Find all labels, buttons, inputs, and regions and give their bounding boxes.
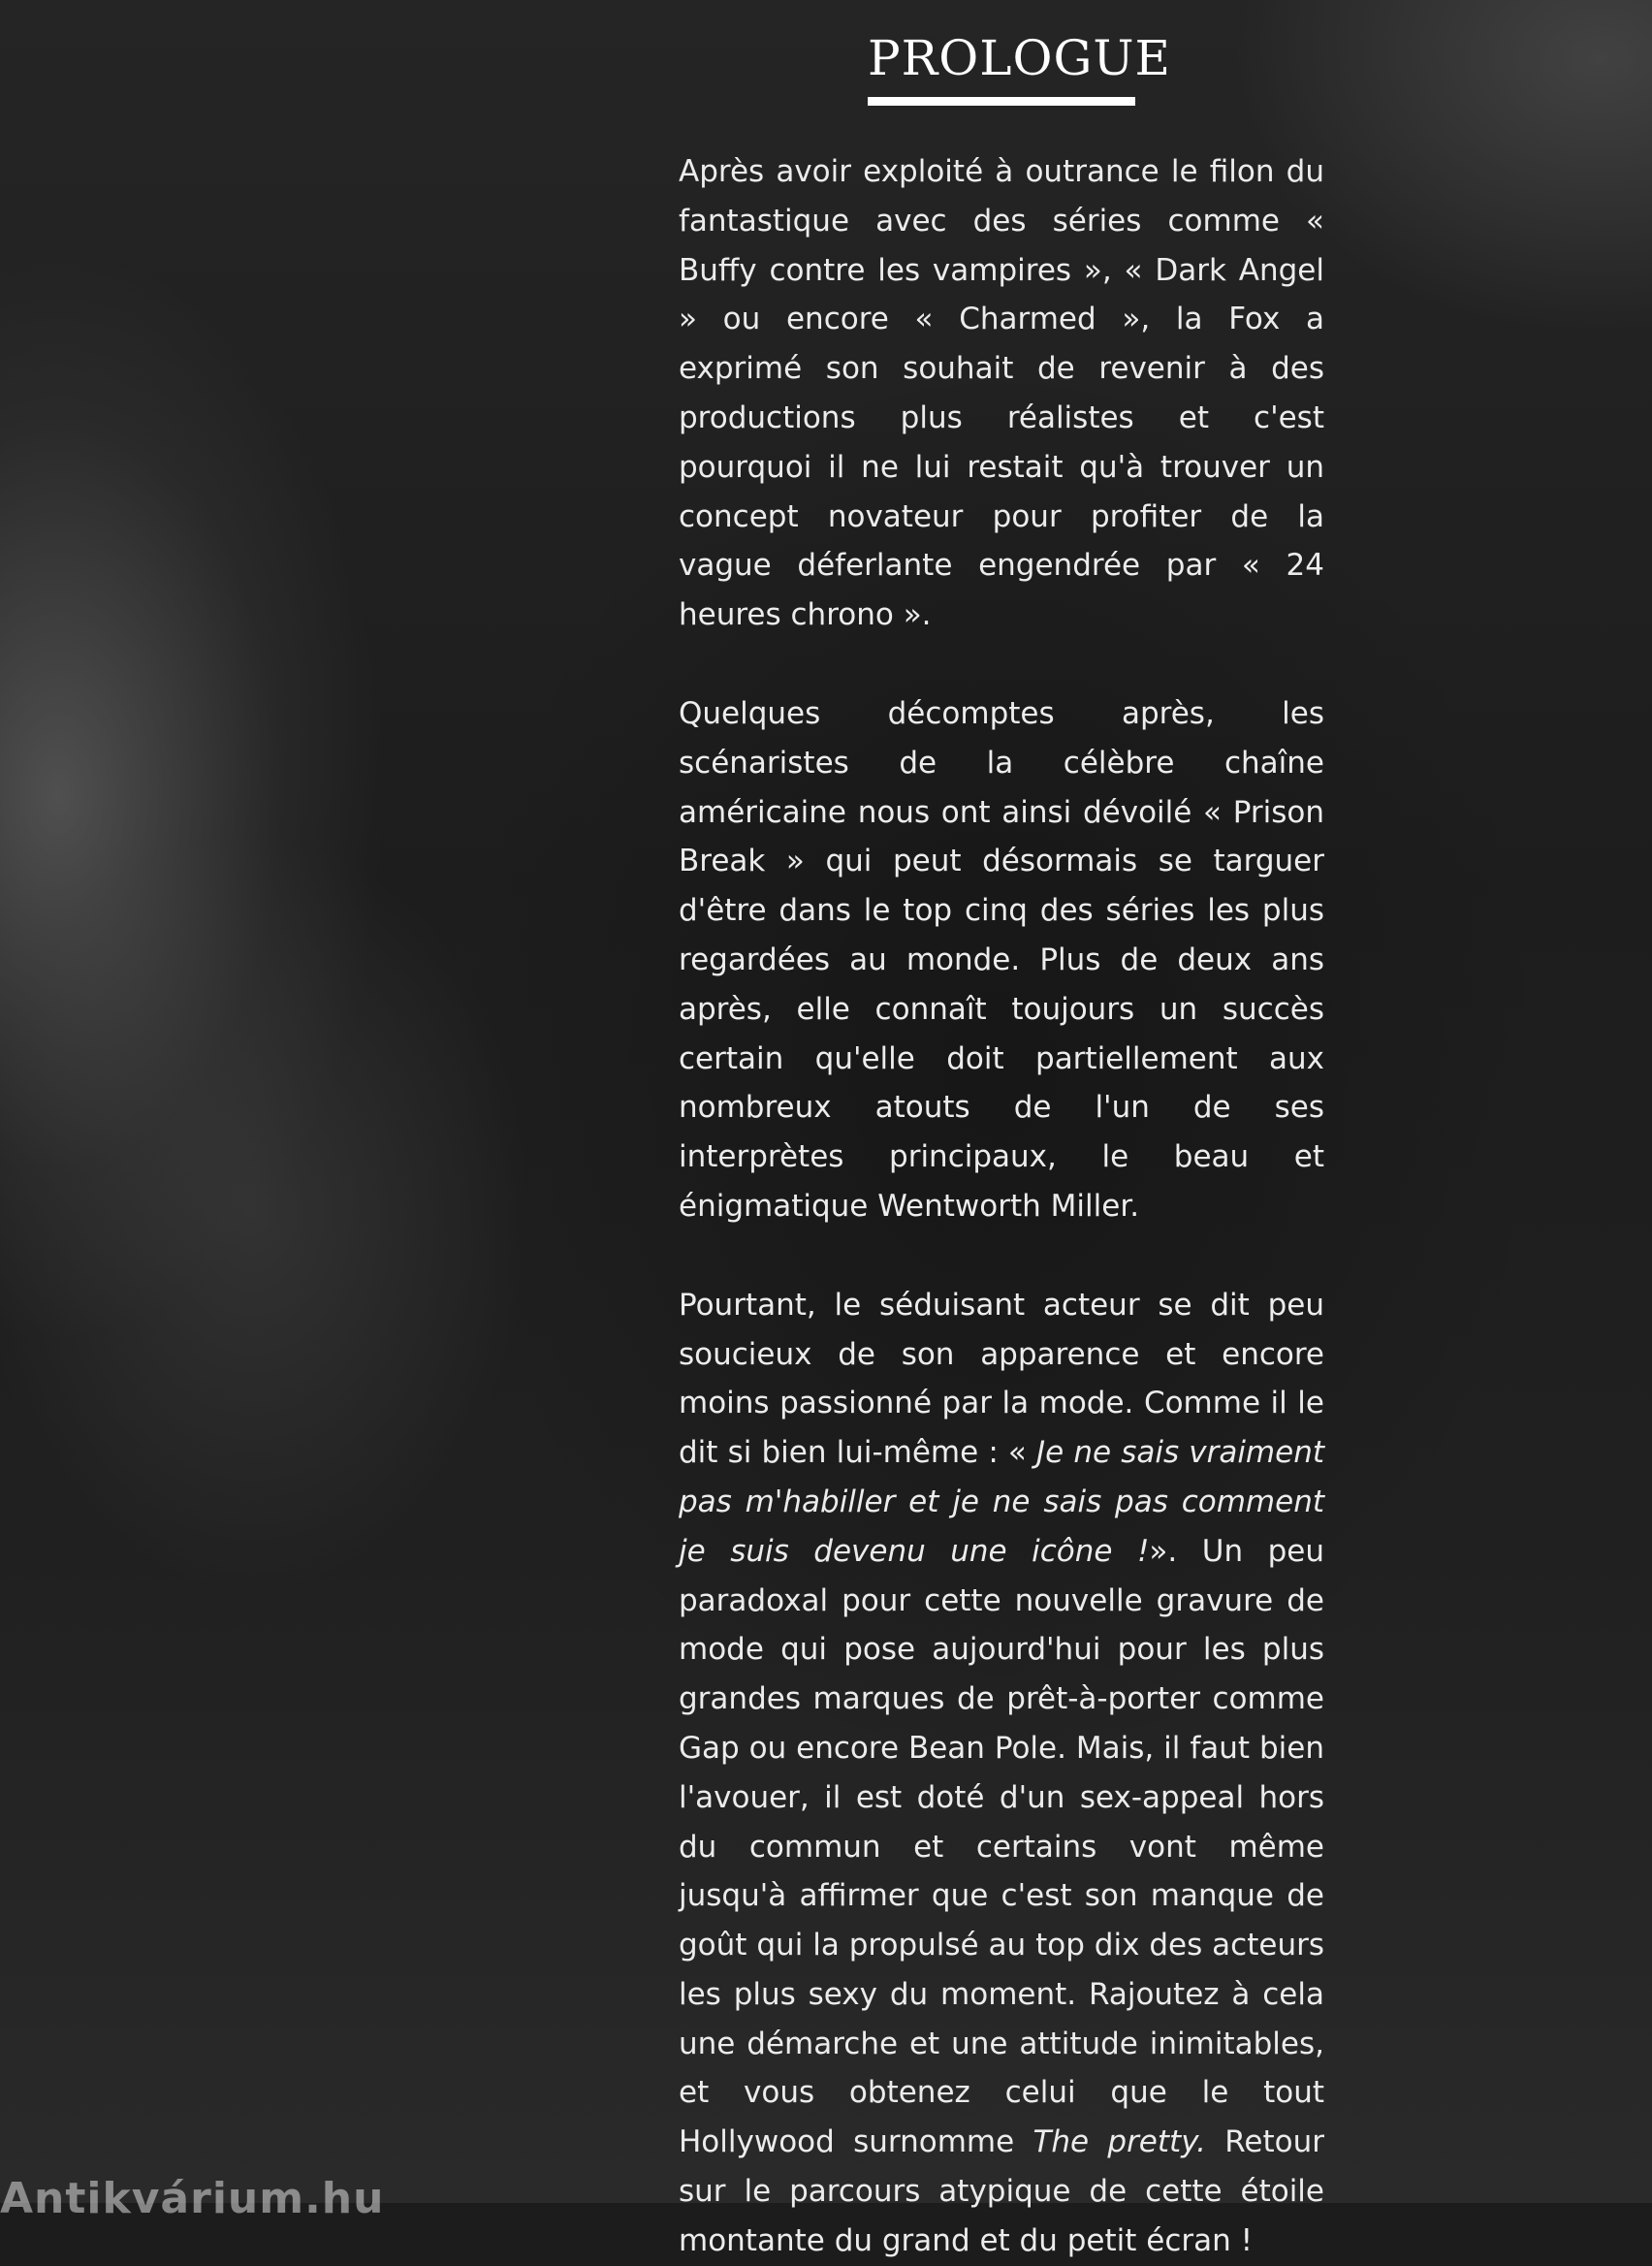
watermark: Antikvárium.hu: [0, 2174, 385, 2223]
nickname-text: The pretty.: [1032, 2124, 1206, 2160]
quote-text: Je ne sais vraiment pas m'habiller et je ne sais pas comment je suis devenu une icône !: [679, 1435, 1324, 1569]
paragraph-1: Après avoir exploité à outrance le filon du fantastique avec des séries comme « Buffy contre les vampires », « Dark Angel » ou encore « Charmed », la Fox a exprimé son souhait de revenir à des productions plus réalistes et c'est pourquoi il ne lui restait qu'à trouver un concept novateur pour profiter de la vague déferlante engendrée par « 24 heures chrono ».: [679, 154, 1324, 633]
paragraph-3: [679, 1281, 1324, 2266]
paragraph-2: Quelques décomptes après, les scénaristes de la célèbre chaîne américaine nous ont ainsi dévoilé « Prison Break » qui peut désormais se targuer d'être dans le top cinq des séries les plus regardées au monde. Plus de deux ans après, elle connaît toujours un succès certain qu'elle doit partiellement aux nombreux atouts de l'un de ses interprètes principaux, le beau et énigmatique Wentworth Miller.: [679, 695, 1324, 1224]
paragraph-3-part-2: ». Un peu paradoxal pour cette nouvelle gravure de mode qui pose aujourd'hui pour les plus grandes marques de prêt-à-porter comme Gap ou encore Bean Pole. Mais, il faut bien l'avouer, il est doté d'un sex-appeal hors du commun et certains vont même jusqu'à affirmer que c'est son manque de goût qui la propulsé au top dix des acteurs les plus sexy du moment. Rajoutez à cela une démarche et une attitude inimitables, et vous obtenez celui que le tout Hollywood surnomme: [679, 1533, 1325, 2160]
paragraph-3-part-3: Retour sur le parcours atypique de cette étoile montante du grand et du petit écran !: [679, 2124, 1324, 2258]
title-underline: [868, 97, 1135, 106]
paragraph-3-part-1: Pourtant, le séduisant acteur se dit peu soucieux de son apparence et encore moins passionné par la mode. Comme il le dit si bien lui-même : «: [679, 1287, 1324, 1471]
prologue-text: [679, 147, 1324, 2266]
page-title: PROLOGUE: [868, 30, 1172, 86]
